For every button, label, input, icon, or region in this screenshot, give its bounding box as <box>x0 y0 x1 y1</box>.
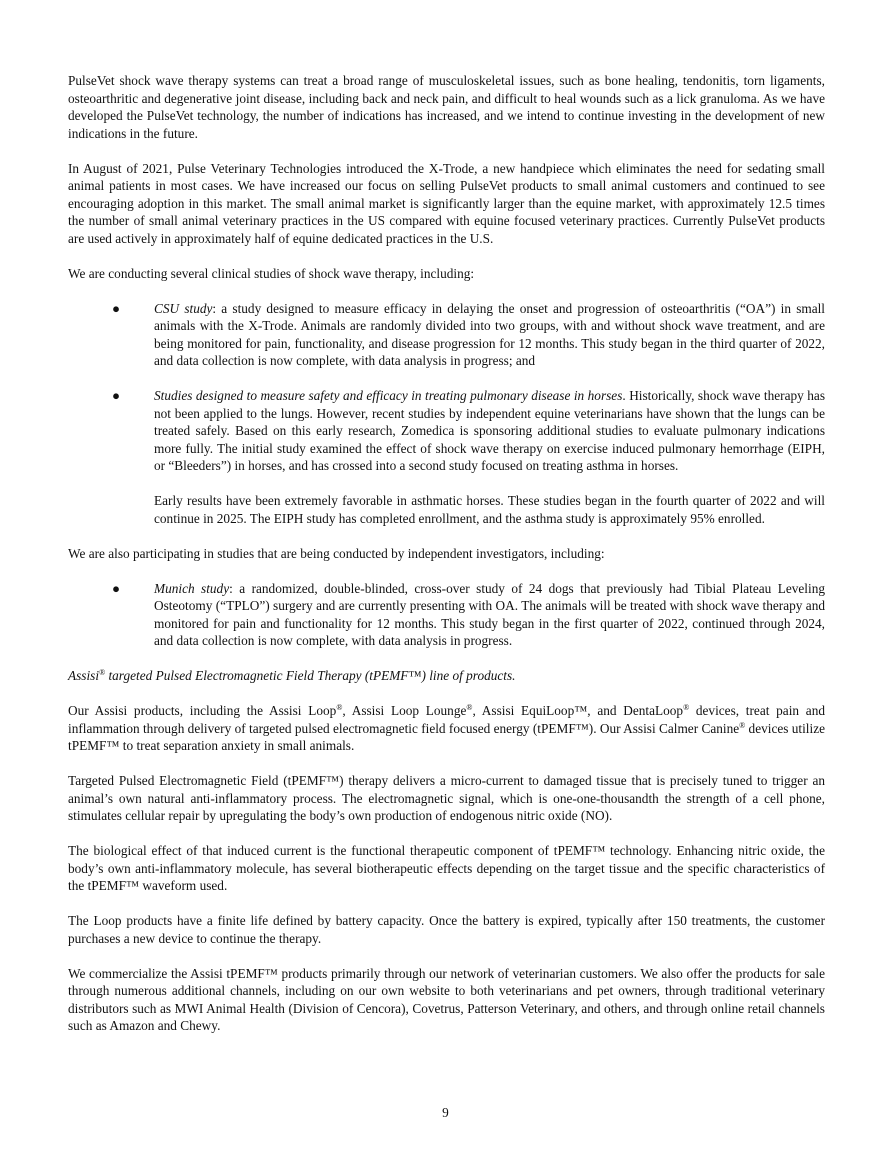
study-description: : a randomized, double-blinded, cross-over study of 24 dogs that previously had Tibial Plateau Leveling Osteotomy (“TPLO”) surgery and are currently presenting with OA. The animals will be treated with shock wave therapy and monitored for pain and functionality for 12 months. This study began in the first quarter of 2022, continued through 2024, and data collection is now complete, with data analysis in progress. <box>154 580 825 648</box>
list-item-text <box>154 300 825 370</box>
paragraph-x-trode: In August of 2021, Pulse Veterinary Technologies introduced the X-Trode, a new handpiece which eliminates the need for sedating small animal patients in most cases. We have increased our focus on selling PulseVet products to small animal customers and continued to see encouraging adoption in this market. The small animal market is significantly larger than the equine market, with approximately 12.5 times the number of small animal veterinary practices in the US compared with equine focused veterinary practices. Currently PulseVet products are used actively in approximately half of equine dedicated practices in the U.S. <box>68 160 825 246</box>
paragraph-clinical-studies-intro: We are conducting several clinical studies of shock wave therapy, including: <box>68 265 475 281</box>
list-item-text <box>154 387 825 475</box>
study-title: Munich study <box>154 580 230 596</box>
study-title: CSU study <box>154 300 213 316</box>
section-heading-assisi: Assisi® targeted Pulsed Electromagnetic Field Therapy (tPEMF™) line of products. <box>68 668 516 683</box>
clinical-studies-list <box>68 300 825 528</box>
study-description: . Historically, shock wave therapy has not been applied to the lungs. However, recent studies by independent equine veterinarians have shown that the lungs can be treated safely. Based on this early research, Zomedica is sponsoring additional studies to evaluate pulmonary indications more fully. The initial study examined the effect of shock wave therapy on exercise induced pulmonary hemorrhage (EIPH, or “Bleeders”) in horses, and has crossed into a second study focused on treating asthma in horses. <box>154 388 826 473</box>
study-title: Studies designed to measure safety and efficacy in treating pulmonary disease in horses <box>154 388 623 403</box>
bullet-icon: ● <box>112 300 121 316</box>
bullet-icon: ● <box>112 580 121 596</box>
paragraph-independent-studies-intro: We are also participating in studies that are being conducted by independent investigators, including: <box>68 545 605 561</box>
paragraph-tpemf-therapy: Targeted Pulsed Electromagnetic Field (tPEMF™) therapy delivers a micro-current to damaged tissue that is precisely tuned to trigger an animal’s own natural anti-inflammatory process. The electromagnetic signal, which is one-one-thousandth the strength of a cell phone, stimulates cellular repair by upregulating the body’s own production of endogenous nitric oxide (NO). <box>68 773 825 823</box>
page-number: 9 <box>442 1105 449 1120</box>
paragraph-loop-battery: The Loop products have a finite life defined by battery capacity. Once the battery is expired, typically after 150 treatments, the customer purchases a new device to continue the therapy. <box>68 913 825 946</box>
paragraph-assisi-products: Our Assisi products, including the Assisi Loop®, Assisi Loop Lounge®, Assisi EquiLoop™, and DentaLoop® devices, treat pain and inflammation through delivery of targeted pulsed electromagnetic field focused energy (tPEMF™). Our Assisi Calmer Canine® devices utilize tPEMF™ to treat separation anxiety in small animals. <box>68 703 825 753</box>
paragraph-pulsevet-indications: PulseVet shock wave therapy systems can treat a broad range of musculoskeletal issues, such as bone healing, tendonitis, torn ligaments, osteoarthritic and degenerative joint disease, including back and neck pain, and difficult to heal wounds such as a lick granuloma. As we have developed the PulseVet technology, the number of indications has increased, and we intend to continue investing in the development of new indications in the future. <box>68 73 825 141</box>
list-item-csu-study <box>68 300 825 370</box>
paragraph-biological-effect: The biological effect of that induced current is the functional therapeutic component of tPEMF™ technology. Enhancing nitric oxide, the body’s own anti-inflammatory molecule, has several biotherapeutic effects depending on the target tissue and the specific characteristics of the tPEMF™ waveform used. <box>68 843 825 893</box>
study-continuation: Early results have been extremely favorable in asthmatic horses. These studies began in the fourth quarter of 2022 and will continue in 2025. The EIPH study has completed enrollment, and the asthma study is approximately 95% enrolled. <box>154 493 825 526</box>
list-item-text <box>154 580 825 650</box>
list-item-pulmonary-studies <box>68 387 825 527</box>
study-description: : a study designed to measure efficacy in delaying the onset and progression of osteoarthritis (“OA”) in small animals with the X-Trode. Animals are randomly divided into two groups, with and without shock wave treatment, and are being monitored for pain, functionality, and disease progression for 12 months. This study began in the third quarter of 2022, and data collection is now complete, with data analysis in progress; and <box>154 300 825 368</box>
bullet-icon: ● <box>112 388 121 403</box>
independent-studies-list <box>68 580 825 650</box>
paragraph-commercialization: We commercialize the Assisi tPEMF™ products primarily through our network of veterinarian customers. We also offer the products for sale through numerous additional channels, including on our own website to both veterinarians and pet owners, through traditional veterinary distributors such as MWI Animal Health (Division of Cencora), Covetrus, Patterson Veterinary, and others, and through online retail channels such as Amazon and Chewy. <box>68 965 825 1033</box>
list-item-munich-study <box>68 580 825 650</box>
